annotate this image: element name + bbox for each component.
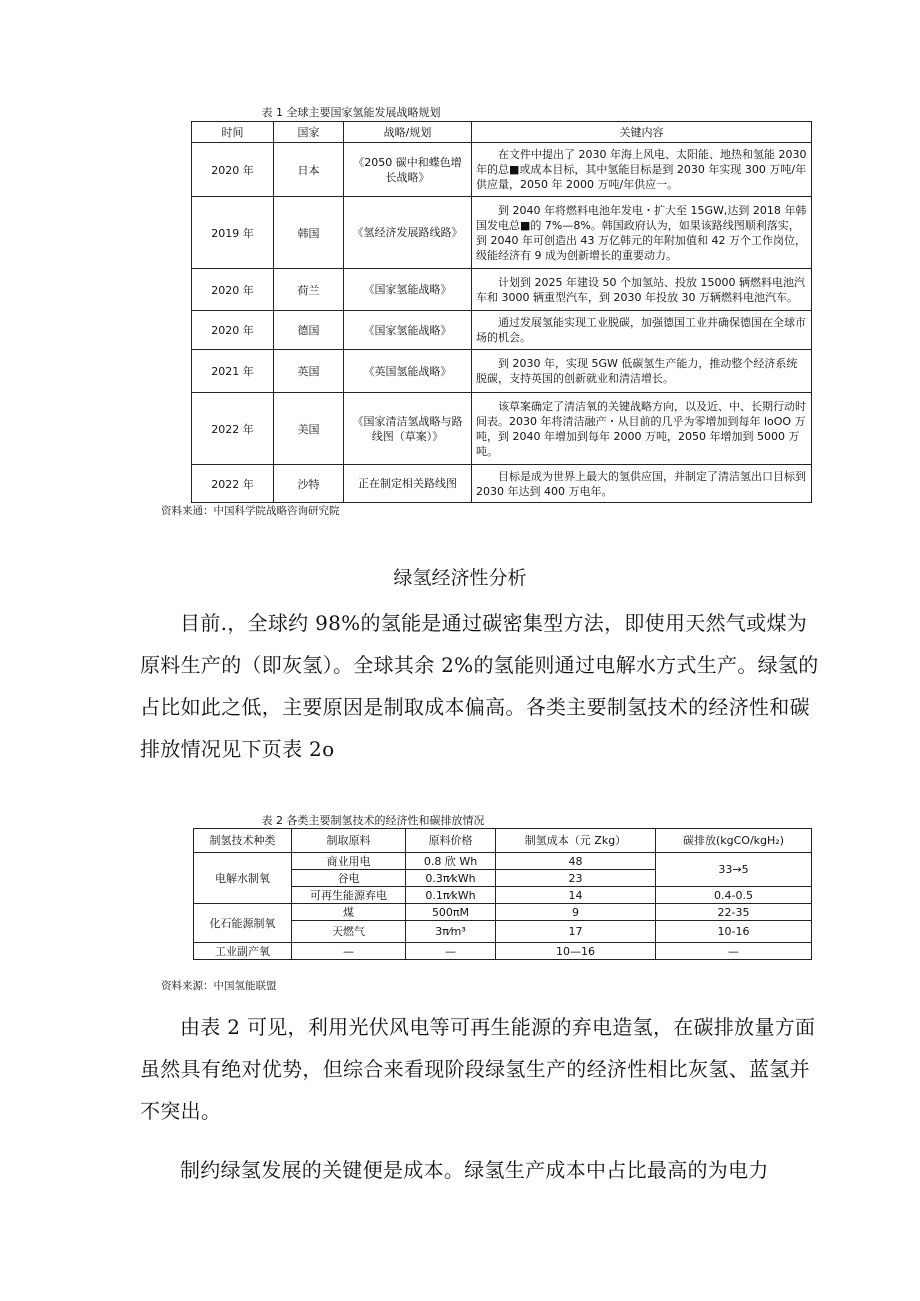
row-year: 2021 年 [192, 350, 274, 393]
row-year: 2020 年 [192, 269, 274, 311]
emission-cell: 10-16 [656, 921, 812, 943]
row-country: 英国 [274, 350, 344, 393]
row-content: 在文件中提出了 2030 年海上风电、太阳能、地热和氢能 2030 年的总■或成本目标，其中氢能目标是到 2030 年实现 300 万吨/年供应量，2050 年 2000 万吨/年供应一。 [472, 143, 812, 197]
row-country: 日本 [274, 143, 344, 197]
table-row [192, 311, 812, 350]
cost-cell: 23 [496, 870, 656, 887]
cost-cell: 10—16 [496, 943, 656, 960]
row-strategy: 《国家清洁氢战略与路线图（草案）》 [344, 393, 472, 465]
emission-cell: 22-35 [656, 904, 812, 921]
row-year: 2022 年 [192, 393, 274, 465]
table-row [194, 943, 812, 960]
cost-cell: 9 [496, 904, 656, 921]
table2-header-emission: 碳排放(kgCO/kgH₂) [656, 829, 812, 853]
price-cell: 0.3π⁄kWh [406, 870, 496, 887]
tech-group-name: 工业副产氧 [194, 943, 292, 960]
table2-source: 资料来源：中国氢能联盟 [161, 980, 277, 992]
table1-source: 资料来通：中国科学院战略咨询研究院 [161, 505, 340, 517]
row-content: 该草案确定了清洁氧的关键战略方向，以及近、中、长期行动时间表。2030 年将清洁融产・从目前的几乎为零增加到每年 loOO 万吨，到 2040 年增加到每年 2000 万吨，2050 年增加到 5000 万吨。 [472, 393, 812, 465]
table1-header-row [192, 122, 812, 143]
tech-group-name: 化石能源制氧 [194, 904, 292, 943]
table1-header-country: 国家 [274, 122, 344, 143]
row-country: 韩国 [274, 197, 344, 269]
table2-header-tech: 制氢技术种类 [194, 829, 292, 853]
price-cell: 3π⁄m³ [406, 921, 496, 943]
row-country: 德国 [274, 311, 344, 350]
row-year: 2020 年 [192, 143, 274, 197]
row-strategy: 《英国氢能战略》 [344, 350, 472, 393]
row-country: 沙特 [274, 465, 344, 503]
row-content: 通过发展氢能实现工业脱碳，加强德国工业并确保德国在全球市场的机会。 [472, 311, 812, 350]
table1-header-time: 时间 [192, 122, 274, 143]
table-row [192, 269, 812, 311]
table1-caption: 表 1 全球主要国家氢能发展战略规划 [261, 106, 441, 119]
section-heading: 绿氢经济性分析 [393, 567, 527, 589]
table2-header-material: 制取原料 [292, 829, 406, 853]
cost-cell: 48 [496, 853, 656, 870]
table-row [192, 350, 812, 393]
row-strategy: 《氢经济发展路线路》 [344, 197, 472, 269]
material-cell: — [292, 943, 406, 960]
price-cell: — [406, 943, 496, 960]
row-strategy: 《国家氢能战略》 [344, 311, 472, 350]
table2-header-cost: 制氢成本（元 Zkg） [496, 829, 656, 853]
emission-cell: 33→5 [656, 853, 812, 887]
material-cell: 可再生能源弃电 [292, 887, 406, 904]
row-year: 2022 年 [192, 465, 274, 503]
material-cell: 谷电 [292, 870, 406, 887]
table-row [192, 465, 812, 503]
table-row [194, 853, 812, 870]
price-cell: 0.8 欣 Wh [406, 853, 496, 870]
row-year: 2019 年 [192, 197, 274, 269]
table2-header-price: 原料价格 [406, 829, 496, 853]
material-cell: 商业用电 [292, 853, 406, 870]
price-cell: 0.1π⁄kWh [406, 887, 496, 904]
table2-caption: 表 2 各类主要制氢技术的经济性和碳排放情况 [261, 814, 485, 827]
row-content: 目标是成为世界上最大的氢供应国，并制定了清洁氢出口目标到 2030 年达到 400 万电年。 [472, 465, 812, 503]
tech-group-name: 电解水制氧 [194, 853, 292, 904]
row-country: 荷兰 [274, 269, 344, 311]
paragraph-2: 由表 2 可见，利用光伏风电等可再生能源的弃电造氢，在碳排放量方面虽然具有绝对优势，但综合来看现阶段绿氢生产的经济性相比灰氢、蓝氢并不突出。 [140, 1015, 816, 1123]
price-cell: 500πM [406, 904, 496, 921]
table1-header-content: 关键内容 [472, 122, 812, 143]
row-year: 2020 年 [192, 311, 274, 350]
emission-cell: 0.4-0.5 [656, 887, 812, 904]
material-cell: 天燃气 [292, 921, 406, 943]
row-content: 到 2040 年将燃料电池年发电・扩大至 15GW,达到 2018 年韩国发电总■的 7%—8%。韩国政府认为，如果该路线图顺利落实，到 2040 年可创造出 43 万亿韩元的年附加值和 42 万个工作岗位，级能经济有 9 成为创新增长的重要动力。 [472, 197, 812, 269]
paragraph-1: 目前.，全球约 98%的氢能是通过碳密集型方法，即使用天然气或煤为原料生产的（即灰氢）。全球其余 2%的氢能则通过电解水方式生产。绿氢的占比如此之低，主要原因是制取成本偏高。各类主要制氢技术的经济性和碳排放情况见下页表 2o [140, 611, 819, 761]
table1 [191, 121, 812, 503]
emission-cell: — [656, 943, 812, 960]
table2 [193, 828, 812, 960]
row-country: 美国 [274, 393, 344, 465]
row-strategy: 《国家氢能战略》 [344, 269, 472, 311]
table-row [192, 143, 812, 197]
cost-cell: 14 [496, 887, 656, 904]
row-strategy: 《2050 碳中和蝶色增长战略》 [344, 143, 472, 197]
table-row [194, 904, 812, 921]
table-row [192, 393, 812, 465]
row-content: 计划到 2025 年建设 50 个加氢站、投放 15000 辆燃料电池汽车和 3000 辆重型汽车，到 2030 年投放 30 万辆燃料电池汽车。 [472, 269, 812, 311]
row-strategy: 正在制定相关路线图 [344, 465, 472, 503]
cost-cell: 17 [496, 921, 656, 943]
table-row [192, 197, 812, 269]
material-cell: 煤 [292, 904, 406, 921]
table2-header-row [194, 829, 812, 853]
row-content: 到 2030 年，实现 5GW 低碳氢生产能力，推动整个经济系统脱碳，支持英国的创新就业和清洁增长。 [472, 350, 812, 393]
table1-header-strategy: 战略/规划 [344, 122, 472, 143]
paragraph-3: 制约绿氢发展的关键便是成本。绿氢生产成本中占比最高的为电力 [180, 1158, 769, 1182]
